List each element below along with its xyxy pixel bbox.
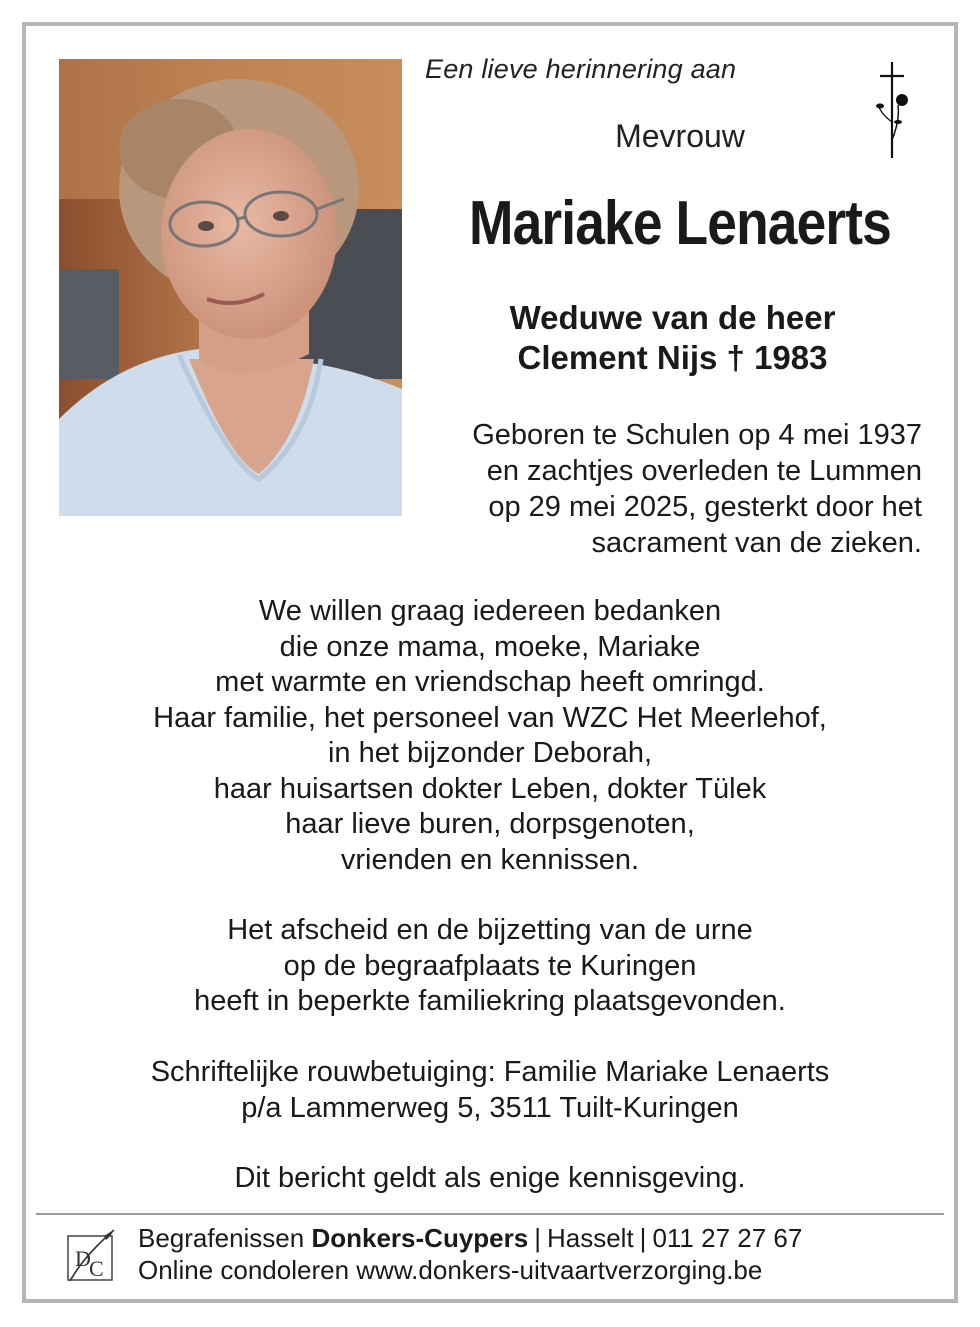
birth-line-3: op 29 mei 2025, gesterkt door het bbox=[488, 491, 922, 523]
condolence-address bbox=[60, 1055, 920, 1126]
condolence-line: Schriftelijke rouwbetuiging: Familie Mariake Lenaerts bbox=[150, 1056, 830, 1088]
thanks-line: met warmte en vriendschap heeft omringd. bbox=[215, 666, 765, 698]
title: Mevrouw bbox=[615, 118, 745, 154]
svg-text:C: C bbox=[89, 1256, 104, 1281]
online-label: Online condoleren bbox=[138, 1255, 350, 1285]
farewell-paragraph bbox=[60, 913, 920, 1020]
farewell-line: heeft in beperkte familiekring plaatsgevonden. bbox=[194, 985, 786, 1017]
thanks-line: We willen graag iedereen bedanken bbox=[258, 595, 722, 627]
thanks-paragraph bbox=[60, 594, 920, 878]
funeral-home-footer bbox=[138, 1222, 802, 1286]
donkers-cuypers-logo bbox=[64, 1226, 120, 1286]
deceased-name: Mariake Lenaerts bbox=[469, 189, 891, 258]
city: Hasselt bbox=[546, 1223, 634, 1253]
birth-death-info bbox=[422, 417, 922, 561]
farewell-line: Het afscheid en de bijzetting van de urne bbox=[227, 914, 753, 946]
thanks-line: Haar familie, het personeel van WZC Het Meerlehof, bbox=[153, 701, 827, 734]
divider bbox=[36, 1213, 944, 1215]
birth-line-4: sacrament van de zieken. bbox=[591, 527, 922, 559]
thanks-line: haar lieve buren, dorpsgenoten, bbox=[285, 808, 695, 840]
condolence-line: p/a Lammerweg 5, 3511 Tuilt-Kuringen bbox=[241, 1091, 739, 1124]
thanks-line: in het bijzonder Deborah, bbox=[327, 737, 653, 769]
svg-text:D: D bbox=[75, 1246, 91, 1271]
phone-number[interactable]: 011 27 27 67 bbox=[652, 1223, 803, 1253]
thanks-line: die onze mama, moeke, Mariake bbox=[279, 630, 701, 663]
intro-line: Een lieve herinnering aan bbox=[425, 54, 737, 84]
birth-line-1: Geboren te Schulen op 4 mei 1937 bbox=[472, 419, 922, 451]
widow-line-2: Clement Nijs † 1983 bbox=[517, 339, 828, 376]
footer-prefix: Begrafenissen bbox=[138, 1223, 305, 1253]
widow-of bbox=[430, 298, 915, 378]
company-name: Donkers-Cuypers bbox=[311, 1223, 529, 1253]
portrait-photo bbox=[59, 59, 402, 516]
widow-line-1: Weduwe van de heer bbox=[509, 299, 836, 336]
farewell-line: op de begraafplaats te Kuringen bbox=[283, 949, 697, 982]
thanks-line: haar huisartsen dokter Leben, dokter Tülek bbox=[213, 772, 767, 805]
thanks-line: vrienden en kennissen. bbox=[340, 843, 640, 876]
footer-line-2 bbox=[138, 1254, 802, 1286]
birth-line-2: en zachtjes overleden te Lummen bbox=[486, 455, 922, 487]
website-link[interactable]: www.donkers-uitvaartverzorging.be bbox=[356, 1255, 763, 1285]
footer-line-1: Begrafenissen Donkers-Cuypers | Hasselt | 011 27 27 67 bbox=[138, 1223, 803, 1253]
notice-line: Dit bericht geldt als enige kennisgeving. bbox=[234, 1162, 746, 1194]
